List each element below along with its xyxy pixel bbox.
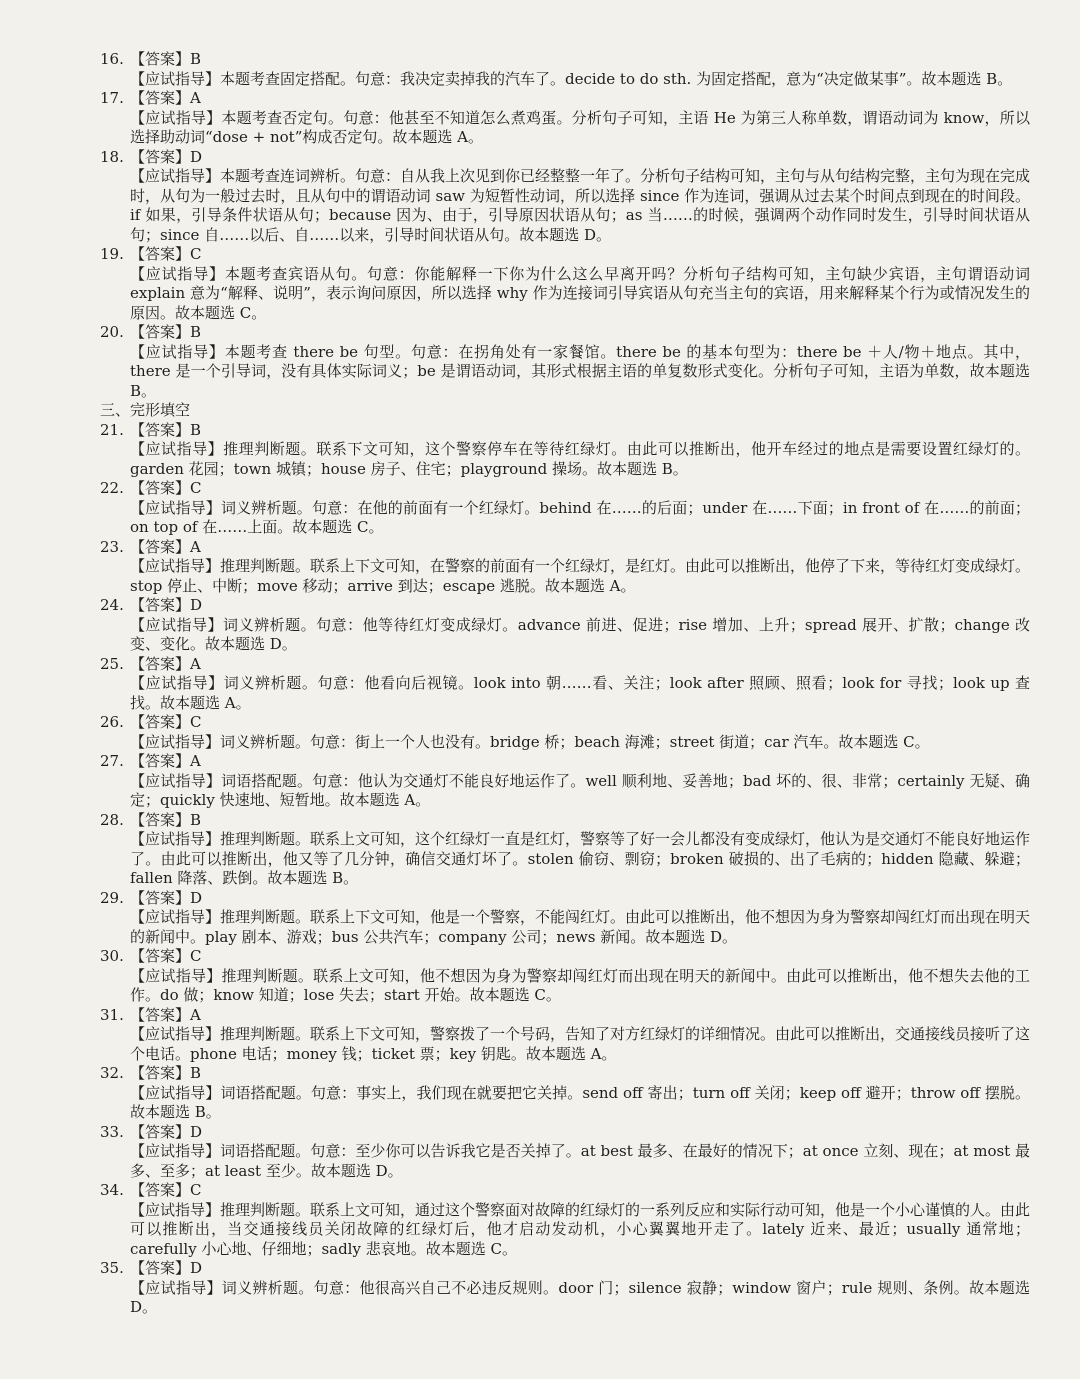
question-number: 25. — [100, 654, 124, 673]
answer-item — [100, 245, 1030, 323]
section-title: 三、完形填空 — [100, 401, 191, 419]
question-number: 23. — [100, 537, 124, 556]
answer-item — [100, 421, 1030, 480]
answer-label: 【答案】A — [130, 1005, 201, 1024]
answer-label: 【答案】B — [130, 50, 202, 68]
guide-text: 【应试指导】词语搭配题。句意：事实上，我们现在就要把它关掉。send off 寄出；turn off 关闭；keep off 避开；throw off 摆脱。故本题选 B。 — [130, 1083, 1030, 1121]
answer-label: 【答案】A — [130, 654, 201, 673]
answer-label: 【答案】D — [130, 1259, 203, 1277]
question-number: 20. — [100, 323, 124, 341]
guide-text: 【应试指导】词义辨析题。句意：他看向后视镜。look into 朝……看、关注；look after 照顾、照看；look for 寻找；look up 查找。故本题选 A。 — [130, 674, 1030, 712]
question-number: 33. — [100, 1122, 124, 1141]
answer-item — [100, 1123, 1030, 1182]
answer-label: 【答案】C — [130, 245, 202, 263]
answer-label: 【答案】C — [130, 947, 202, 965]
guide-text: 【应试指导】推理判断题。联系上文可知，通过这个警察面对故障的红绿灯的一系列反应和实际行动可知，他是一个小心谨慎的人。由此可以推断出，当交通接线员关闭故障的红绿灯后，他才启动发动机，小心翼翼地开走了。lately 近来、最近；usually 通常地；carefully 小心地、仔细地；sadly 悲哀地。故本题选 C。 — [130, 1200, 1031, 1258]
answer-label: 【答案】C — [130, 479, 202, 497]
answer-label: 【答案】D — [130, 596, 203, 614]
answer-item — [100, 1064, 1030, 1123]
question-number: 22. — [100, 479, 124, 497]
question-number: 21. — [100, 420, 124, 439]
guide-text: 【应试指导】推理判断题。联系上文可知，他不想因为身为警察却闯红灯而出现在明天的新闻中。由此可以推断出，他不想失去他的工作。do 做；know 知道；lose 失去；start 开始。故本题选 C。 — [130, 966, 1030, 1004]
cloze-answers — [100, 421, 1030, 1318]
guide-text: 【应试指导】词义辨析题。句意：他等待红灯变成绿灯。advance 前进、促进；rise 增加、上升；spread 展开、扩散；change 改变、变化。故本题选 D。 — [130, 615, 1030, 653]
answer-label: 【答案】A — [130, 752, 201, 770]
answer-label: 【答案】B — [130, 1064, 202, 1082]
answer-label: 【答案】C — [130, 713, 202, 731]
answer-label: 【答案】A — [130, 89, 201, 107]
answer-label: 【答案】D — [130, 1122, 203, 1141]
question-number: 26. — [100, 713, 124, 731]
question-number: 34. — [100, 1181, 124, 1199]
question-number: 32. — [100, 1064, 124, 1082]
answer-item — [100, 1259, 1030, 1318]
guide-text: 【应试指导】本题考查连词辨析。句意：自从我上次见到你已经整整一年了。分析句子结构可知，主句与从句结构完整，主句为现在完成时，从句为一般过去时，且从句中的谓语动词 saw 为短暂性动词，所以选择 since 作为连词，强调从过去某个时间点到现在的时间段。if 如果，引导条件状语从句；because 因为、由于，引导原因状语从句；as 当……的时候，强调两个动作同时发生，引导时间状语从句；since 自……以后、自……以来，引导时间状语从句。故本题选 D。 — [130, 167, 1031, 244]
guide-text: 【应试指导】词义辨析题。句意：在他的前面有一个红绿灯。behind 在……的后面；under 在……下面；in front of 在……的前面；on top of 在……上面。故本题选 C。 — [130, 498, 1030, 536]
answer-item — [100, 148, 1030, 246]
guide-text: 【应试指导】推理判断题。联系上下文可知，警察拨了一个号码，告知了对方红绿灯的详细情况。由此可以推断出，交通接线员接听了这个电话。phone 电话；money 钱；ticket 票；key 钥匙。故本题选 A。 — [130, 1025, 1031, 1063]
answer-item — [100, 479, 1030, 538]
answer-item — [100, 596, 1030, 655]
question-number: 29. — [100, 888, 124, 907]
answer-label: 【答案】A — [130, 537, 201, 556]
guide-text: 【应试指导】词语搭配题。句意：至少你可以告诉我它是否关掉了。at best 最多、在最好的情况下；at once 立刻、现在；at most 最多、至多；at least 至少。故本题选 D。 — [130, 1142, 1030, 1180]
answer-item — [100, 538, 1030, 597]
answer-label: 【答案】D — [130, 888, 203, 907]
question-number: 18. — [100, 147, 124, 166]
question-number: 27. — [100, 752, 124, 770]
grammar-answers — [100, 50, 1030, 401]
answer-label: 【答案】B — [130, 810, 202, 829]
question-number: 17. — [100, 89, 124, 107]
question-number: 19. — [100, 245, 124, 263]
answer-label: 【答案】C — [130, 1181, 202, 1199]
guide-text: 【应试指导】本题考查否定句。句意：他甚至不知道怎么煮鸡蛋。分析句子可知，主语 He 为第三人称单数，谓语动词为 know，所以选择助动词“dose + not”构成否定句。故本题选 A。 — [130, 108, 1030, 146]
answer-key-page — [100, 50, 1030, 1318]
question-number: 30. — [100, 947, 124, 965]
answer-item — [100, 889, 1030, 948]
answer-item — [100, 947, 1030, 1006]
guide-text: 【应试指导】本题考查固定搭配。句意：我决定卖掉我的汽车了。decide to do sth. 为固定搭配，意为“决定做某事”。故本题选 B。 — [130, 69, 1013, 88]
guide-text: 【应试指导】词语搭配题。句意：他认为交通灯不能良好地运作了。well 顺利地、妥善地；bad 坏的、很、非常；certainly 无疑、确定；quickly 快速地、短暂地。故本题选 A。 — [130, 771, 1030, 809]
guide-text: 【应试指导】推理判断题。联系下文可知，这个警察停车在等待红绿灯。由此可以推断出，他开车经过的地点是需要设置红绿灯的。garden 花园；town 城镇；house 房子、住宅；playground 操场。故本题选 B。 — [130, 440, 1030, 478]
answer-item — [100, 323, 1030, 401]
guide-text: 【应试指导】词义辨析题。句意：街上一个人也没有。bridge 桥；beach 海滩；street 街道；car 汽车。故本题选 C。 — [130, 732, 930, 751]
answer-label: 【答案】D — [130, 147, 203, 166]
question-number: 31. — [100, 1005, 124, 1024]
answer-item — [100, 50, 1030, 89]
guide-text: 【应试指导】本题考查宾语从句。句意：你能解释一下你为什么这么早离开吗？分析句子结构可知，主句缺少宾语，主句谓语动词 explain 意为“解释、说明”，表示询问原因，所以选择 why 作为连接词引导宾语从句充当主句的宾语，用来解释某个行为或情况发生的原因。故本题选 C。 — [130, 264, 1030, 322]
answer-label: 【答案】B — [130, 323, 202, 341]
question-number: 24. — [100, 596, 124, 614]
guide-text: 【应试指导】词义辨析题。句意：他很高兴自己不必违反规则。door 门；silence 寂静；window 窗户；rule 规则、条例。故本题选 D。 — [130, 1278, 1030, 1316]
question-number: 16. — [100, 50, 124, 68]
guide-text: 【应试指导】本题考查 there be 句型。句意：在拐角处有一家餐馆。there be 的基本句型为：there be ＋人/物＋地点。其中，there 是一个引导词，没有具体实际词义；be 是谓语动词，其形式根据主语的单复数形式变化。分析句子可知，主语为单数，故本题选 B。 — [130, 342, 1030, 400]
question-number: 35. — [100, 1259, 124, 1277]
guide-text: 【应试指导】推理判断题。联系上下文可知，他是一个警察，不能闯红灯。由此可以推断出，他不想因为身为警察却闯红灯而出现在明天的新闻中。play 剧本、游戏；bus 公共汽车；company 公司；news 新闻。故本题选 D。 — [130, 908, 1031, 946]
answer-item — [100, 752, 1030, 811]
answer-item — [100, 89, 1030, 148]
answer-item — [100, 1181, 1030, 1259]
question-number: 28. — [100, 810, 124, 829]
answer-item — [100, 1006, 1030, 1065]
guide-text: 【应试指导】推理判断题。联系上下文可知，在警察的前面有一个红绿灯，是红灯。由此可以推断出，他停了下来，等待红灯变成绿灯。stop 停止、中断；move 移动；arrive 到达；escape 逃脱。故本题选 A。 — [130, 557, 1031, 595]
guide-text: 【应试指导】推理判断题。联系上文可知，这个红绿灯一直是红灯，警察等了好一会儿都没有变成绿灯，他认为是交通灯不能良好地运作了。由此可以推断出，他又等了几分钟，确信交通灯坏了。stolen 偷窃、剽窃；broken 破损的、出了毛病的；hidden 隐藏、躲避；fallen 降落、跌倒。故本题选 B。 — [130, 830, 1031, 887]
answer-item — [100, 811, 1030, 889]
answer-label: 【答案】B — [130, 420, 202, 439]
answer-item — [100, 655, 1030, 714]
answer-item — [100, 713, 1030, 752]
